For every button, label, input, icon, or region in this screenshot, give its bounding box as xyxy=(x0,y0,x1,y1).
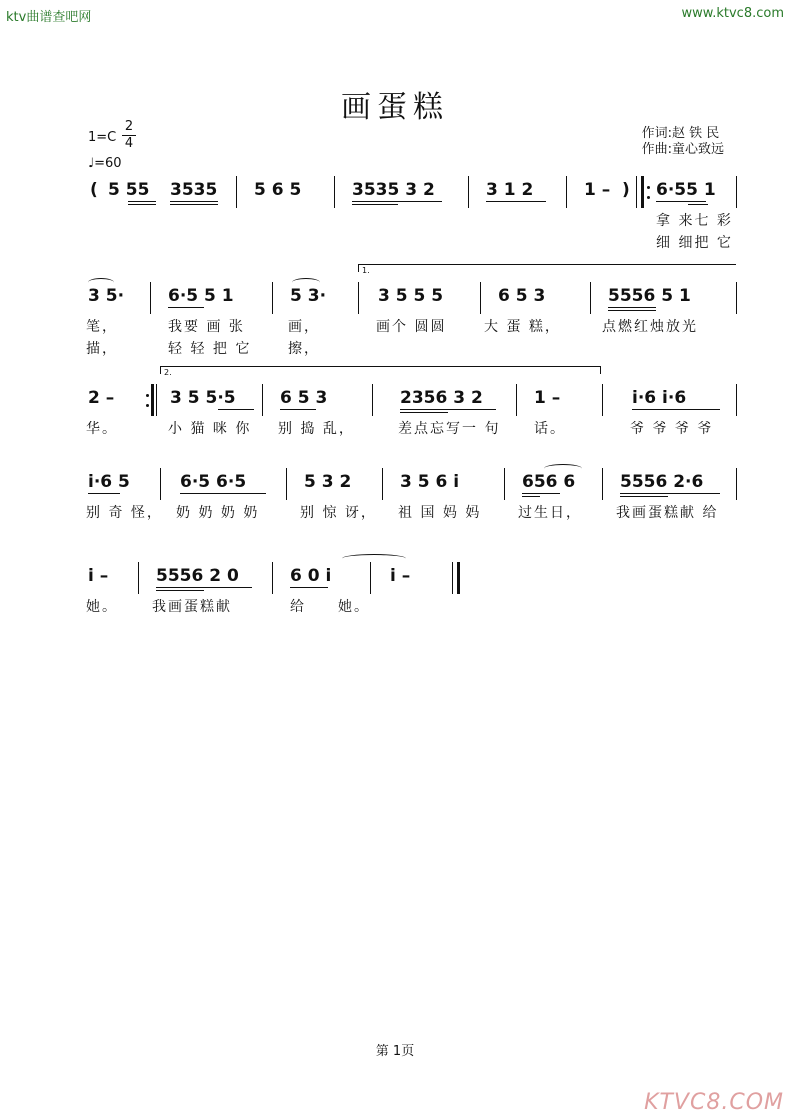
credits xyxy=(642,126,724,158)
lyric: 我要 画 张 xyxy=(168,319,245,335)
lyric: 画， xyxy=(288,319,320,335)
measure: 6 5 3 xyxy=(498,286,546,306)
lyric-verse-1: 拿 来七 彩 xyxy=(656,213,733,229)
paren-close: ) xyxy=(622,180,630,200)
lyric: 轻 轻 把 它 xyxy=(168,341,252,357)
key-signature: 1=C xyxy=(88,130,117,145)
lyric: 我画蛋糕献 给 xyxy=(616,505,719,521)
song-title: 画蛋糕 xyxy=(341,90,449,125)
lyric: 她。 xyxy=(338,599,370,615)
measure: 6 0 i xyxy=(290,566,332,586)
measure: 3 5· xyxy=(88,286,125,306)
lyric: 奶 奶 奶 奶 xyxy=(176,505,260,521)
measure: 6·5 6·5 xyxy=(180,472,247,492)
brand-watermark: KTVC8.COM xyxy=(644,1090,784,1115)
score-row-2 xyxy=(0,266,790,366)
score-row-5 xyxy=(0,566,790,646)
quarter-note-icon: ♩ xyxy=(88,156,95,171)
measure: 5 3 2 xyxy=(304,472,352,492)
lyric: 笔， xyxy=(86,319,118,335)
measure: i – xyxy=(390,566,411,586)
score-row-3 xyxy=(0,368,790,468)
measure: 1 – xyxy=(534,388,561,408)
measure: 5556 2 0 xyxy=(156,566,239,586)
score-row-1 xyxy=(0,180,790,260)
volta-first: 1. xyxy=(362,266,370,275)
tempo-value: =60 xyxy=(94,156,122,171)
measure: 3 5 6 i xyxy=(400,472,460,492)
paren-open: ( xyxy=(90,180,98,200)
measure: 2356 3 2 xyxy=(400,388,483,408)
lyric: 小 猫 咪 你 xyxy=(168,421,252,437)
measure: i – xyxy=(88,566,109,586)
lyric: 我画蛋糕献 xyxy=(152,599,232,615)
measure: 3 1 2 xyxy=(486,180,534,200)
measure: 2 – xyxy=(88,388,115,408)
lyric: 爷 爷 爷 爷 xyxy=(630,421,714,437)
time-signature-top: 2 xyxy=(124,119,134,134)
measure: 656 6 xyxy=(522,472,576,492)
measure: 1 – xyxy=(584,180,611,200)
tempo-marking xyxy=(88,156,122,171)
page-number: 第 1页 xyxy=(375,1044,415,1059)
measure: 3 5 5·5 xyxy=(170,388,236,408)
lyric: 大 蛋 糕， xyxy=(484,319,561,335)
lyric: 给 xyxy=(290,599,306,615)
measure: 5556 5 1 xyxy=(608,286,691,306)
volta-second: 2. xyxy=(164,368,172,377)
lyric: 别 惊 讶， xyxy=(300,505,377,521)
score-row-4 xyxy=(0,472,790,552)
lyric: 别 捣 乱， xyxy=(278,421,355,437)
lyric: 点燃红烛放光 xyxy=(602,319,698,335)
measure: 6·5 5 1 xyxy=(168,286,234,306)
measure: 3535 xyxy=(170,180,218,200)
site-name-left[interactable]: ktv曲谱查吧网 xyxy=(6,10,92,25)
measure: 5 55 xyxy=(108,180,150,200)
lyric: 她。 xyxy=(86,599,118,615)
measure: 5556 2·6 xyxy=(620,472,704,492)
time-signature xyxy=(122,120,136,151)
lyric: 话。 xyxy=(534,421,566,437)
lyric: 华。 xyxy=(86,421,118,437)
measure: 6 5 3 xyxy=(280,388,328,408)
composer: 作曲:童心致远 xyxy=(641,142,724,157)
lyricist: 作词:赵 铁 民 xyxy=(641,126,720,141)
time-signature-bottom: 4 xyxy=(124,136,134,151)
measure: 6·55 1 xyxy=(656,180,716,200)
lyric: 画个 圆圆 xyxy=(376,319,447,335)
measure: 5 3· xyxy=(290,286,327,306)
measure: 3535 3 2 xyxy=(352,180,435,200)
lyric: 祖 国 妈 妈 xyxy=(398,505,482,521)
measure: i·6 5 xyxy=(88,472,130,492)
lyric: 别 奇 怪， xyxy=(86,505,163,521)
measure: 5 6 5 xyxy=(254,180,302,200)
lyric: 过生日， xyxy=(518,505,582,521)
lyric-verse-2: 细 细把 它 xyxy=(656,235,733,251)
lyric: 擦， xyxy=(288,341,320,357)
measure: 3 5 5 5 xyxy=(378,286,444,306)
lyric: 描， xyxy=(86,341,118,357)
measure: i·6 i·6 xyxy=(632,388,687,408)
lyric: 差点忘写一 句 xyxy=(398,421,501,437)
site-url-right[interactable]: www.ktvc8.com xyxy=(681,6,784,21)
